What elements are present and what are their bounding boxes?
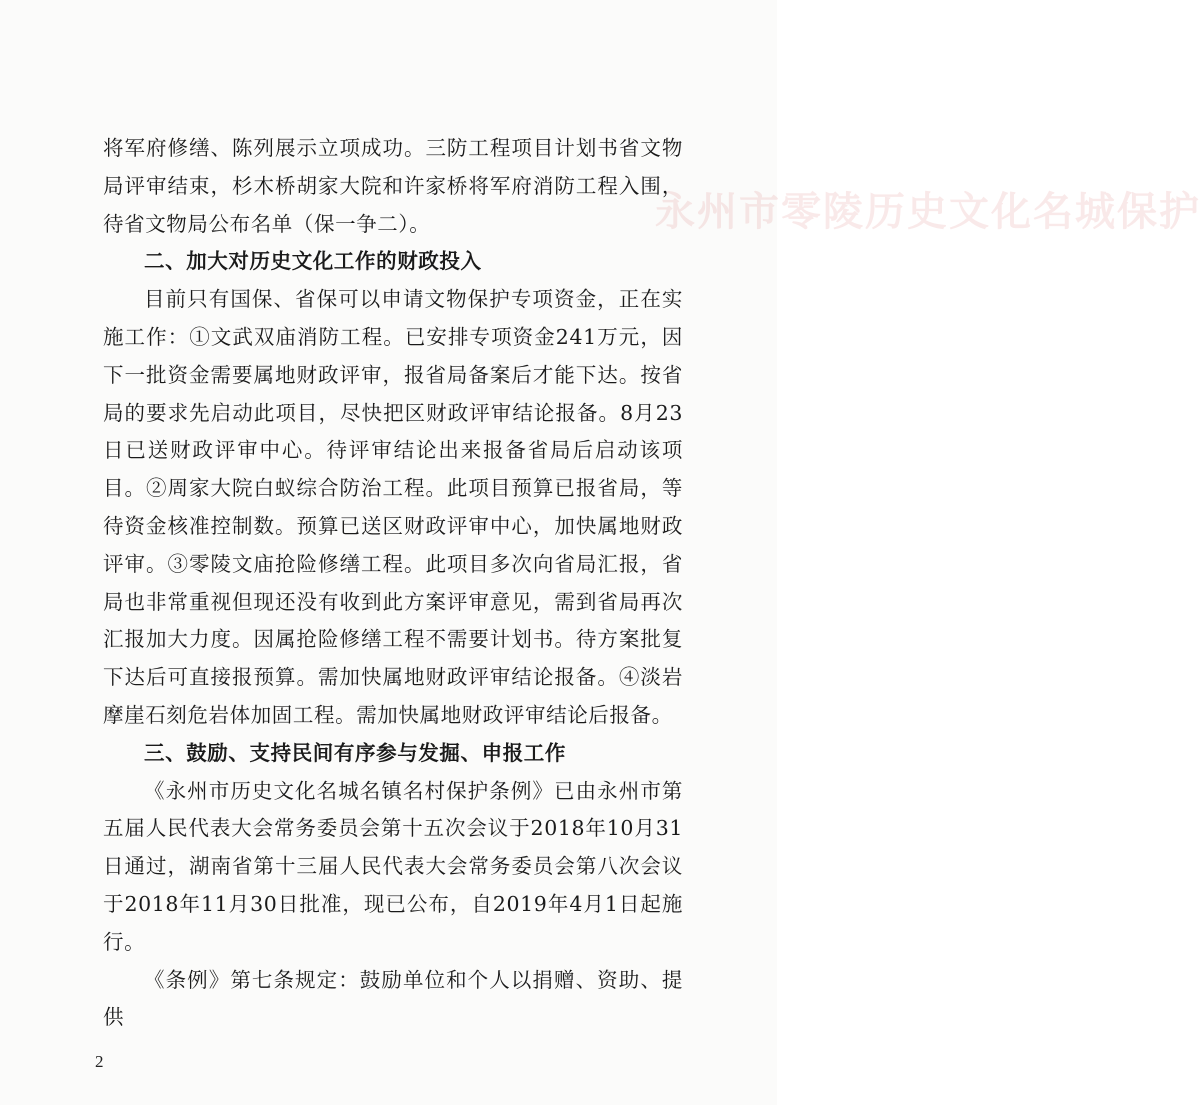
page-number: 2	[95, 1052, 104, 1071]
paragraph-article-seven: 《条例》第七条规定：鼓励单位和个人以捐赠、资助、提供	[103, 967, 683, 1030]
section-heading-3: 三、鼓励、支持民间有序参与发掘、申报工作	[144, 740, 566, 765]
paragraph-continuation: 将军府修缮、陈列展示立项成功。三防工程项目计划书省文物局评审结束，杉木桥胡家大院和许家桥将军府消防工程入围，待省文物局公布名单（保一争二）。	[103, 136, 683, 236]
paragraph-regulation: 《永州市历史文化名城名镇名村保护条例》已由永州市第五届人民代表大会常务委员会第十五次会议于2018年10月31日通过，湖南省第十三届人民代表大会常务委员会第八次会议于2018年11月30日批准，现已公布，自2019年4月1日起施行。	[103, 778, 683, 954]
document-body	[103, 130, 683, 1037]
section-heading-2: 二、加大对历史文化工作的财政投入	[144, 249, 482, 274]
bleed-through-text: 永州市零陵历史文化名城保护	[655, 188, 1201, 235]
paragraph-funding: 目前只有国保、省保可以申请文物保护专项资金，正在实施工作：①文武双庙消防工程。已安排专项资金241万元，因下一批资金需要属地财政评审，报省局备案后才能下达。按省局的要求先启动此项目，尽快把区财政评审结论报备。8月23日已送财政评审中心。待评审结论出来报备省局后启动该项目。②周家大院白蚁综合防治工程。此项目预算已报省局，等待资金核准控制数。预算已送区财政评审中心，加快属地财政评审。③零陵文庙抢险修缮工程。此项目多次向省局汇报，省局也非常重视但现还没有收到此方案评审意见，需到省局再次汇报加大力度。因属抢险修缮工程不需要计划书。待方案批复下达后可直接报预算。需加快属地财政评审结论报备。④淡岩摩崖石刻危岩体加固工程。需加快属地财政评审结论后报备。	[103, 287, 683, 727]
